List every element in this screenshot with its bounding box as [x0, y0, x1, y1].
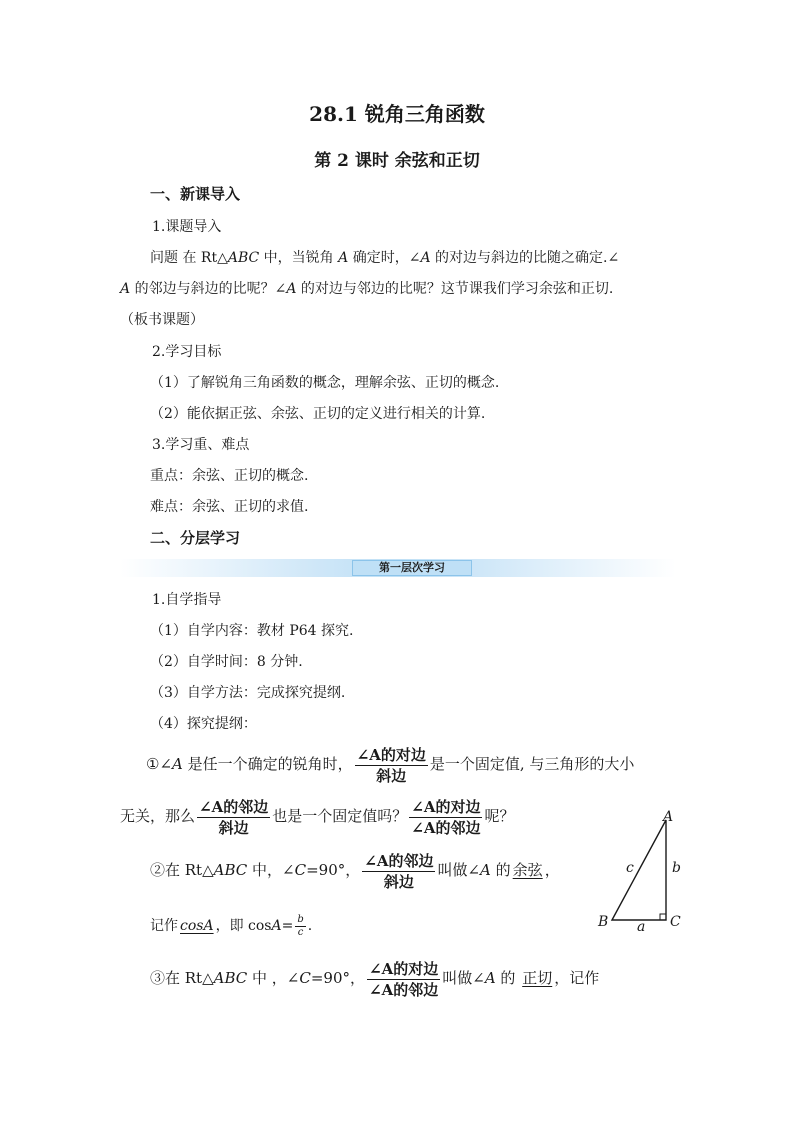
subsection-1-3: 3.学习重、难点	[152, 437, 250, 453]
side-label-b: b	[672, 860, 681, 876]
fraction-adjacent-over-hypotenuse: $\frac{\text{∠A的邻边}}{\text{斜边}}$	[199, 797, 269, 837]
fraction-cos-definition: $\frac{\text{∠A的邻边}}{\text{斜边}}$	[364, 851, 434, 891]
explore-item-2-cont: 记作 cosA ，即 cosA= $\frac{b}{c}$ .	[150, 913, 313, 938]
vertex-label-C: C	[670, 914, 681, 930]
section-heading-2: 二、分层学习	[150, 529, 241, 547]
guide-item-3: （3）自学方法：完成探究提纲.	[150, 685, 346, 701]
page-title: 28.1 锐角三角函数	[309, 102, 485, 126]
self-study-guide: 1.自学指导	[152, 592, 222, 608]
intro-line-3: （板书课题）	[120, 312, 204, 328]
intro-line-2: A 的邻边与斜边的比呢？∠A 的对边与邻边的比呢？这节课我们学习余弦和正切.	[120, 281, 614, 297]
vertex-label-A: A	[663, 809, 674, 825]
vertex-label-B: B	[598, 914, 609, 930]
goal-1: （1）了解锐角三角函数的概念，理解余弦、正切的概念.	[150, 375, 500, 391]
guide-item-2: （2）自学时间：8 分钟.	[150, 654, 303, 670]
triangle-shape	[612, 820, 666, 920]
subsection-1-2: 2.学习目标	[152, 344, 222, 360]
goal-2: （2）能依据正弦、余弦、正切的定义进行相关的计算.	[150, 406, 486, 422]
page-subtitle: 第 2 课时 余弦和正切	[314, 151, 480, 171]
answer-blank-cosA: cosA	[180, 918, 214, 934]
difficult-point: 难点：余弦、正切的求值.	[150, 499, 309, 515]
fraction-tan-definition: $\frac{\text{∠A的对边}}{\text{∠A的邻边}}$	[369, 959, 439, 999]
fraction-opposite-over-adjacent: $\frac{\text{∠A的对边}}{\text{∠A的邻边}}$	[411, 797, 481, 837]
explore-item-1: ①∠A 是任一个确定的锐角时， $\frac{\text{∠A的对边}}{\text{斜边}}$ 是一个固定值, 与三角形的大小	[146, 745, 635, 785]
fraction-opposite-over-hypotenuse: $\frac{\text{∠A的对边}}{\text{斜边}}$	[356, 745, 426, 785]
section-heading-1: 一、新课导入	[150, 185, 241, 203]
layer-banner	[120, 559, 676, 577]
intro-line-1: 问题 在 Rt△ABC 中，当锐角 A 确定时，∠A 的对边与斜边的比随之确定.∠	[150, 250, 620, 266]
subsection-1-1: 1.课题导入	[152, 219, 222, 235]
answer-blank-cosine: 余弦	[512, 861, 543, 879]
layer-banner-label: 第一层次学习	[352, 560, 472, 576]
answer-blank-tangent: 正切	[522, 969, 553, 987]
explore-item-2: ②在 Rt△ABC 中，∠C=90°， $\frac{\text{∠A的邻边}}{\text{斜边}}$ 叫做∠A 的 余弦 ，	[150, 851, 560, 891]
guide-item-1: （1）自学内容：教材 P64 探究.	[150, 623, 354, 639]
guide-item-4: （4）探究提纲：	[150, 716, 257, 732]
side-label-c: c	[626, 860, 634, 876]
fraction-b-over-c: $\frac{b}{c}$	[297, 913, 304, 938]
right-angle-marker	[660, 914, 666, 920]
key-point: 重点：余弦、正切的概念.	[150, 468, 309, 484]
explore-item-1-cont: 无关，那么 $\frac{\text{∠A的邻边}}{\text{斜边}}$ 也是一个固定值吗？ $\frac{\text{∠A的对边}}{\text{∠A的邻边}}$ 呢？	[120, 797, 515, 837]
side-label-a: a	[637, 919, 646, 935]
explore-item-3: ③在 Rt△ABC 中 ，∠C=90°， $\frac{\text{∠A的对边}}{\text{∠A的邻边}}$ 叫做∠A 的 正切 ，记作	[150, 959, 600, 999]
